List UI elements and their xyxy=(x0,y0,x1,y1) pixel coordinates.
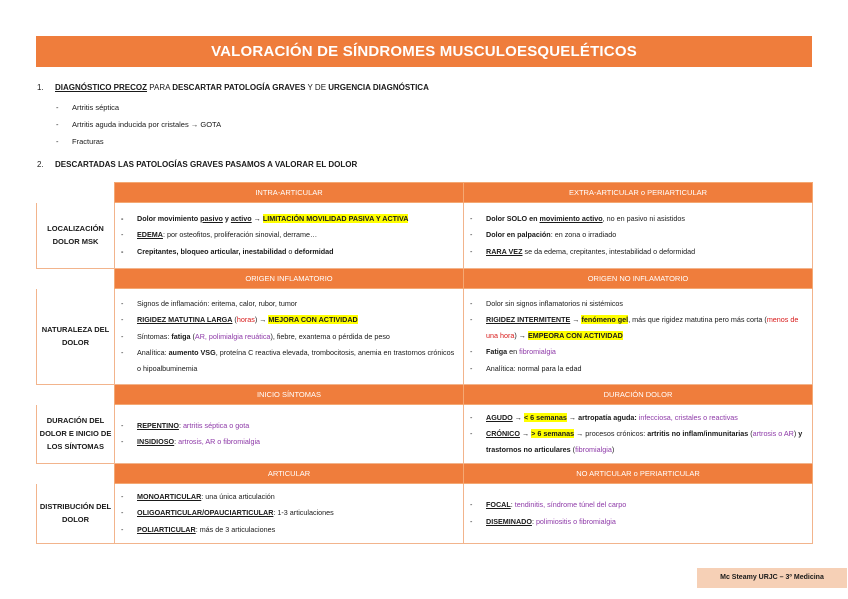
row-label-localizacion: LOCALIZACIÓN DOLOR MSK xyxy=(37,203,115,269)
section-1-part-c: DESCARTAR PATOLOGÍA GRAVES xyxy=(172,83,306,92)
list-item: - MONOARTICULAR: una única articulación xyxy=(121,491,275,501)
list-item: - POLIARTICULAR: más de 3 articulaciones xyxy=(121,524,276,534)
row-label-distribucion: DISTRIBUCIÓN DEL DOLOR xyxy=(37,484,115,544)
list-item: - Analítica: normal para la edad xyxy=(470,363,582,373)
list-item: - Fatiga en fibromialgia xyxy=(470,347,556,357)
header-duracion-dolor: DURACIÓN DOLOR xyxy=(464,385,813,405)
list-item: - AGUDO → < 6 semanas → artropatía aguda: infecciosa, cristales o reactivas xyxy=(470,412,738,422)
cell-origen-no-inflamatorio xyxy=(464,289,813,385)
list-item: - Dolor sin signos inflamatorios ni sistémicos xyxy=(470,298,624,308)
list-item: - Artritis aguda inducida por cristales → GOTA xyxy=(56,120,222,129)
cell-duracion-dolor xyxy=(464,405,813,464)
list-item: - RIGIDEZ MATUTINA LARGA (horas) → MEJORA CON ACTIVIDAD xyxy=(121,315,358,325)
list-item: - RARA VEZ se da edema, crepitantes, intestabilidad o deformidad xyxy=(470,246,696,256)
section-1-part-a: DIAGNÓSTICO PRECOZ xyxy=(55,83,148,92)
table-header-spacer xyxy=(37,385,115,405)
cell-intra-articular xyxy=(115,203,464,269)
cell-inicio-sintomas xyxy=(115,405,464,464)
header-origen-inflamatorio: ORIGEN INFLAMATORIO xyxy=(115,269,464,289)
table-header-spacer xyxy=(37,183,115,203)
header-no-articular: NO ARTICULAR o PERIARTICULAR xyxy=(464,464,813,484)
section-1-part-b: PARA xyxy=(147,83,173,92)
footer-credit: Mc Steamy URJC – 3º Medicina xyxy=(697,568,847,588)
list-item: - FOCAL: tendinitis, síndrome túnel del carpo xyxy=(470,500,627,509)
table-header-spacer xyxy=(37,269,115,289)
table-header-spacer xyxy=(37,464,115,484)
list-item: - INSIDIOSO: artrosis, AR o fibromialgia xyxy=(121,437,261,446)
pain-assessment-table xyxy=(36,182,813,544)
header-inicio-sintomas: INICIO SÍNTOMAS xyxy=(115,385,464,405)
list-item: - Dolor en palpación: en zona o irradiado xyxy=(470,230,617,240)
list-item: - OLIGOARTICULAR/OPAUCIARTICULAR: 1-3 articulaciones xyxy=(121,508,334,518)
list-item: - Signos de inflamación: eritema, calor, rubor, tumor xyxy=(121,298,298,308)
cell-origen-inflamatorio xyxy=(115,289,464,385)
cell-extra-articular xyxy=(464,203,813,269)
section-1-heading xyxy=(37,83,429,92)
list-item: - Síntomas: fatiga (AR, polimialgia reuática), fiebre, exantema o pérdida de peso xyxy=(121,331,390,341)
list-item: - REPENTINO: artritis séptica o gota xyxy=(121,420,250,430)
cell-articular xyxy=(115,484,464,544)
list-item: - Fracturas xyxy=(56,137,104,146)
section-1-part-e: URGENCIA DIAGNÓSTICA xyxy=(328,83,429,92)
list-item: - Artritis séptica xyxy=(56,103,120,112)
list-item: - Crepitantes, bloqueo articular, inestabilidad o deformidad xyxy=(121,246,334,256)
row-label-duracion: DURACIÓN DEL DOLOR E INICIO DE LOS SÍNTOMAS xyxy=(37,405,115,464)
header-intra-articular: INTRA-ARTICULAR xyxy=(115,183,464,203)
header-articular: ARTICULAR xyxy=(115,464,464,484)
list-item: - EDEMA: por osteofitos, proliferación sinovial, derrame… xyxy=(121,230,318,240)
list-item: - Dolor SOLO en movimiento activo, no en pasivo ni asistidos xyxy=(470,213,685,223)
header-origen-no-inflamatorio: ORIGEN NO INFLAMATORIO xyxy=(464,269,813,289)
list-item: - Dolor movimiento pasivo y activo → LIMITACIÓN MOVILIDAD PASIVA Y ACTIVA xyxy=(121,213,409,223)
page-title: VALORACIÓN DE SÍNDROMES MUSCULOESQUELÉTICOS xyxy=(36,36,812,67)
section-1-list xyxy=(56,99,221,150)
cell-no-articular xyxy=(464,484,813,544)
list-item: - Analítica: aumento VSG, proteína C reactiva elevada, trombocitosis, anemia en trastornos crónicos o hipoalbuminemia xyxy=(121,348,455,374)
list-item: - DISEMINADO: polimiositis o fibromialgia xyxy=(470,516,616,526)
list-item: - RIGIDEZ INTERMITENTE → fenómeno gel, más que rigidez matutina pero más corta (menos de una hora) → EMPEORA CON ACTIVIDAD xyxy=(470,315,799,341)
section-1-number: 1. xyxy=(37,83,44,92)
row-label-naturaleza: NATURALEZA DEL DOLOR xyxy=(37,289,115,385)
section-1-part-d: Y DE xyxy=(305,83,329,92)
list-item: - CRÓNICO → > 6 semanas → procesos crónicos: artritis no inflam/inmunitarias (artrosis o AR) y trastornos no articulares (fibromialgia) xyxy=(470,429,803,455)
header-extra-articular: EXTRA-ARTICULAR o PERIARTICULAR xyxy=(464,183,813,203)
section-2-heading: 2. DESCARTADAS LAS PATOLOGÍAS GRAVES PASAMOS A VALORAR EL DOLOR xyxy=(37,160,358,169)
